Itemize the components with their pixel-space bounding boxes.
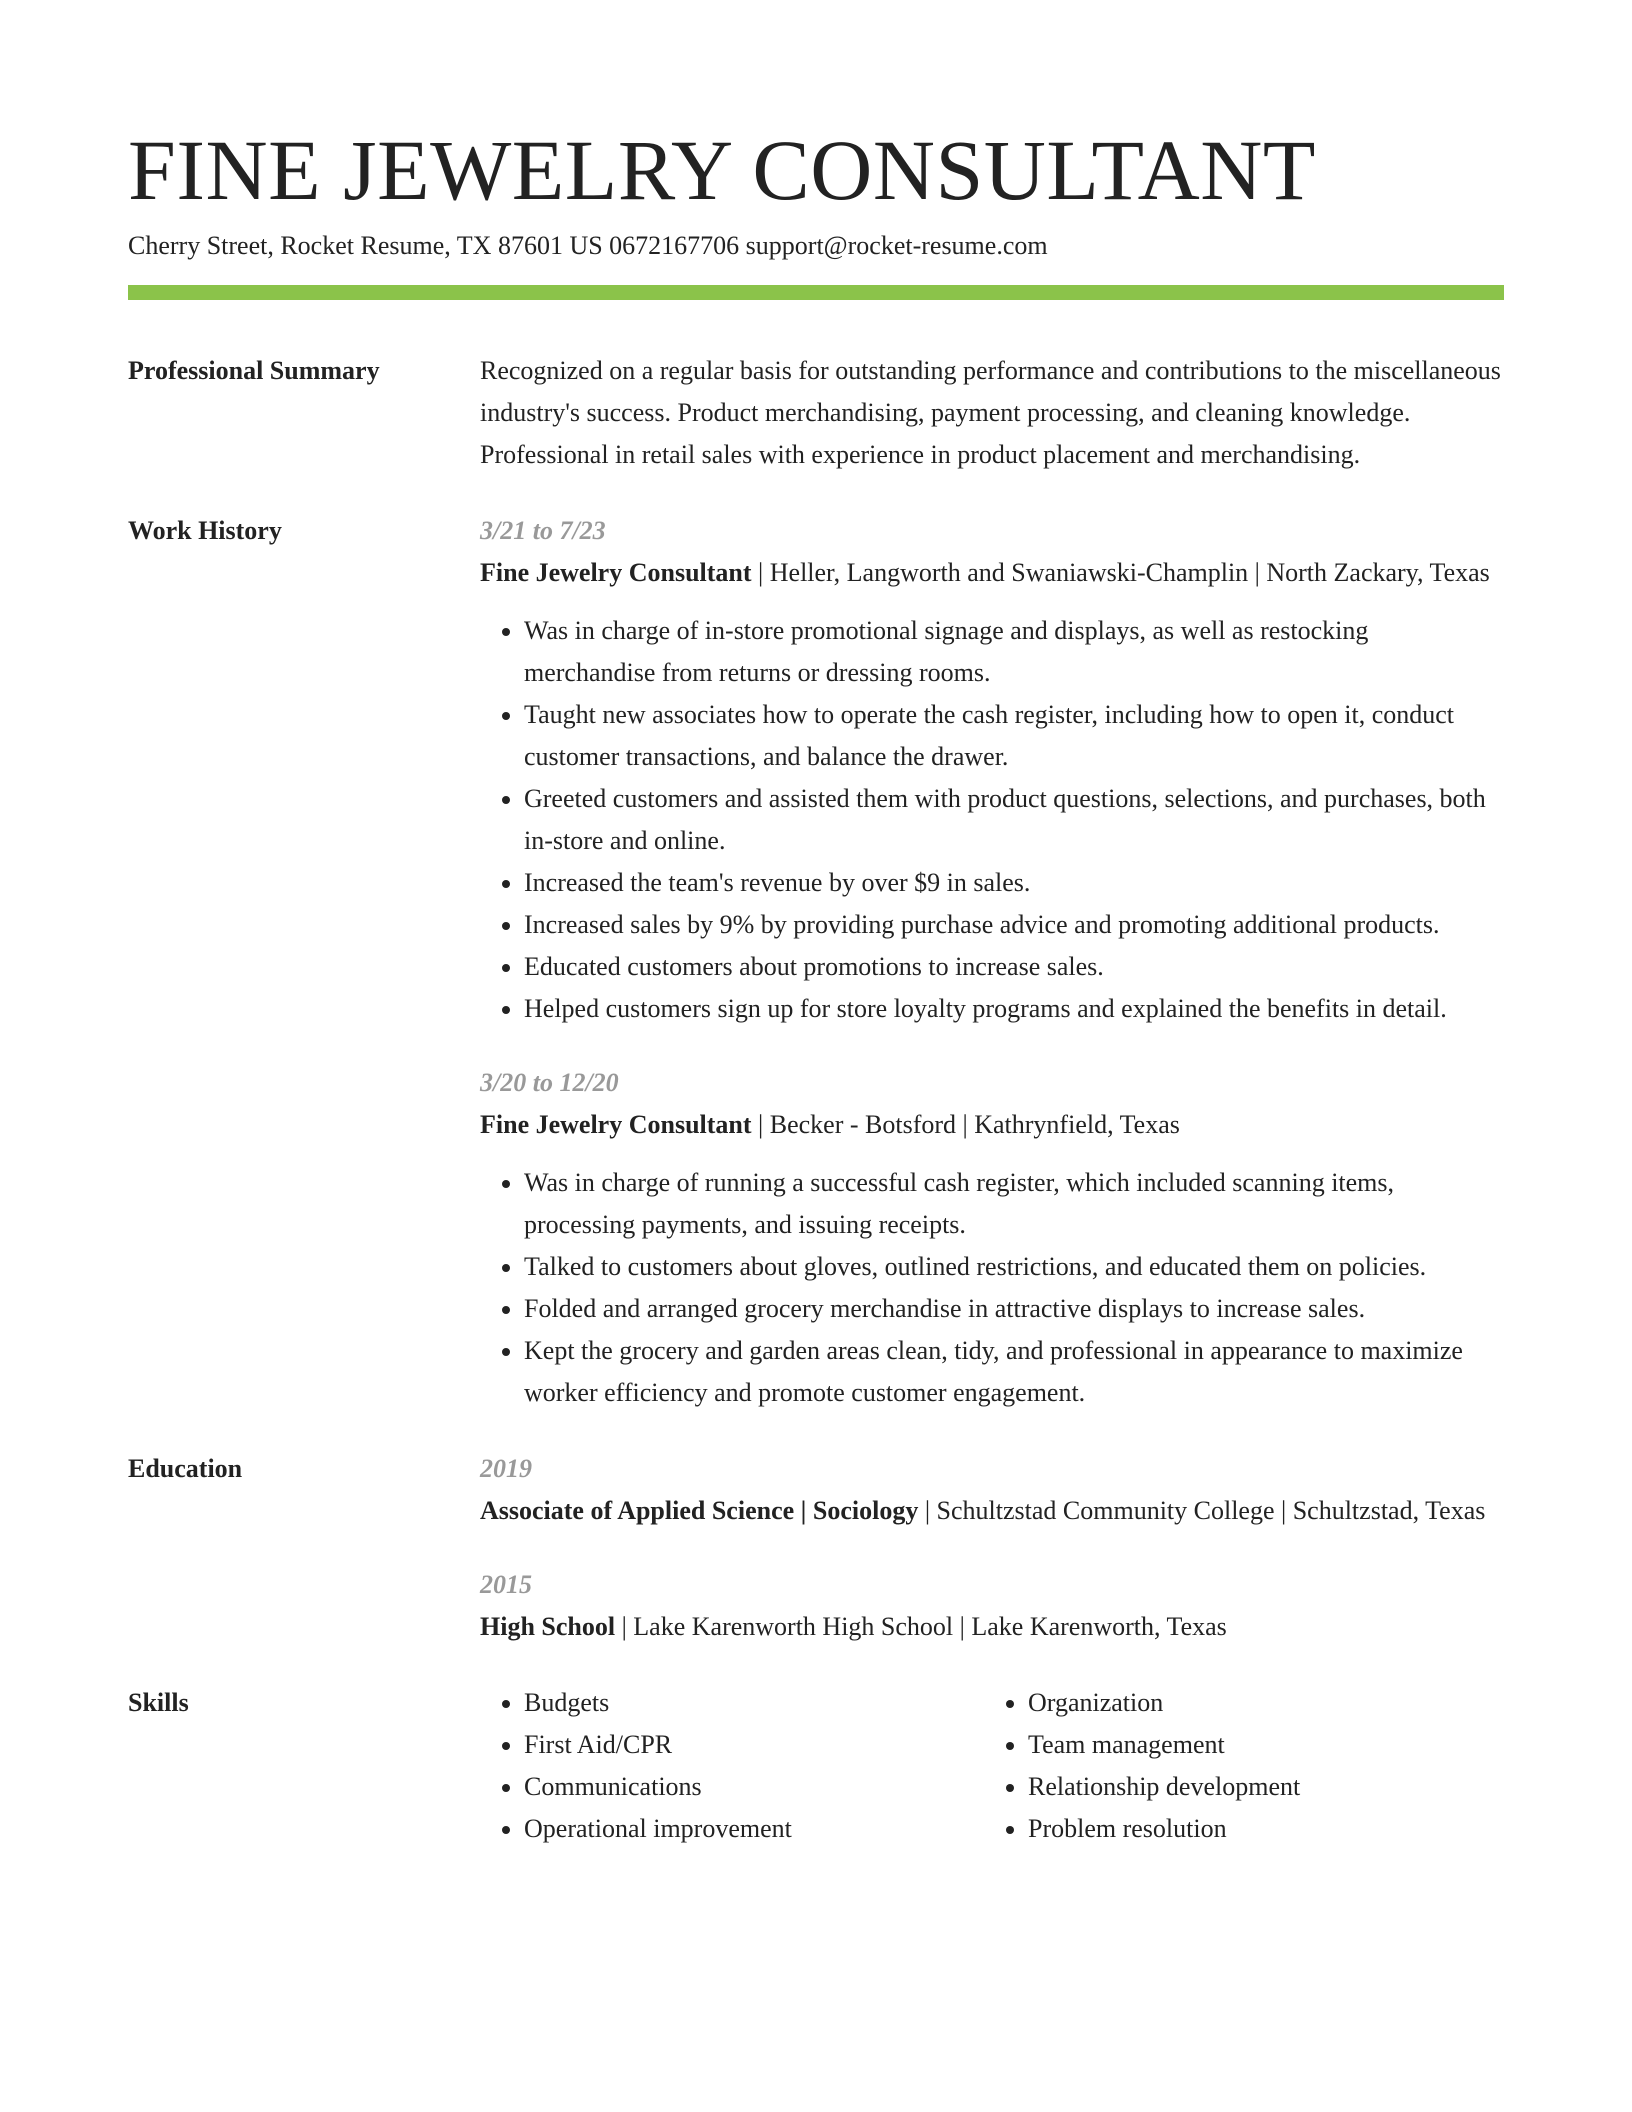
skills-list-left bbox=[480, 1682, 984, 1850]
job-bullets bbox=[480, 1162, 1504, 1414]
skills-heading: Skills bbox=[128, 1688, 189, 1717]
skill-item: • Communications bbox=[524, 1766, 984, 1808]
skill-item: • Operational improvement bbox=[524, 1808, 984, 1850]
list-item: • Helped customers sign up for store loyalty programs and explained the benefits in detail. bbox=[524, 988, 1504, 1030]
education-details: | Schultzstad Community College | Schultzstad, Texas bbox=[918, 1496, 1486, 1525]
degree-title: High School bbox=[480, 1612, 616, 1641]
resume-page bbox=[128, 120, 1504, 1850]
list-item: • Kept the grocery and garden areas clean, tidy, and professional in appearance to maximize worker efficiency and promote customer engagement. bbox=[524, 1330, 1504, 1414]
education-heading-line bbox=[480, 1490, 1504, 1532]
list-item: • Greeted customers and assisted them with product questions, selections, and purchases, both in-store and online. bbox=[524, 778, 1504, 862]
resume-title: FINE JEWELRY CONSULTANT bbox=[128, 122, 1316, 218]
job-heading bbox=[480, 552, 1504, 594]
skill-item: • Budgets bbox=[524, 1682, 984, 1724]
education-year: 2015 bbox=[480, 1570, 532, 1599]
summary-heading: Professional Summary bbox=[128, 356, 380, 385]
list-item: • Talked to customers about gloves, outlined restrictions, and educated them on policies. bbox=[524, 1246, 1504, 1288]
education-section bbox=[128, 1448, 1504, 1648]
summary-section bbox=[128, 350, 1504, 476]
list-item: • Was in charge of in-store promotional signage and displays, as well as restocking merchandise from returns or dressing rooms. bbox=[524, 610, 1504, 694]
job-bullets bbox=[480, 610, 1504, 1030]
education-details: | Lake Karenworth High School | Lake Karenworth, Texas bbox=[615, 1612, 1227, 1641]
summary-text: Recognized on a regular basis for outstanding performance and contributions to the miscellaneous industry's success. Product merchandising, payment processing, and cleaning knowledge. Professional in retail sales with experience in product placement and merchandising. bbox=[480, 356, 1501, 469]
list-item: • Folded and arranged grocery merchandise in attractive displays to increase sales. bbox=[524, 1288, 1504, 1330]
job-title: Fine Jewelry Consultant bbox=[480, 558, 752, 587]
education-entry bbox=[480, 1448, 1504, 1532]
education-heading-line bbox=[480, 1606, 1504, 1648]
skill-item: • Relationship development bbox=[1028, 1766, 1488, 1808]
list-item: • Increased the team's revenue by over $9 in sales. bbox=[524, 862, 1504, 904]
skill-item: • Team management bbox=[1028, 1724, 1488, 1766]
skills-list-right bbox=[984, 1682, 1488, 1850]
education-year: 2019 bbox=[480, 1454, 532, 1483]
job-dates: 3/21 to 7/23 bbox=[480, 516, 606, 545]
job-dates: 3/20 to 12/20 bbox=[480, 1068, 619, 1097]
job-entry bbox=[480, 1062, 1504, 1414]
degree-title: Associate of Applied Science | Sociology bbox=[480, 1496, 919, 1525]
list-item: • Increased sales by 9% by providing purchase advice and promoting additional products. bbox=[524, 904, 1504, 946]
job-entry bbox=[480, 510, 1504, 1030]
job-details: | Becker - Botsford | Kathrynfield, Texas bbox=[751, 1110, 1180, 1139]
header-divider bbox=[128, 285, 1504, 300]
list-item: • Was in charge of running a successful cash register, which included scanning items, processing payments, and issuing receipts. bbox=[524, 1162, 1504, 1246]
job-title: Fine Jewelry Consultant bbox=[480, 1110, 752, 1139]
skill-item: • First Aid/CPR bbox=[524, 1724, 984, 1766]
job-details: | Heller, Langworth and Swaniawski-Champlin | North Zackary, Texas bbox=[751, 558, 1490, 587]
contact-line: Cherry Street, Rocket Resume, TX 87601 US 0672167706 support@rocket-resume.com bbox=[128, 231, 1048, 260]
work-history-section bbox=[128, 510, 1504, 1414]
skills-columns bbox=[480, 1682, 1504, 1850]
skill-item: • Organization bbox=[1028, 1682, 1488, 1724]
work-history-heading: Work History bbox=[128, 516, 282, 545]
education-entry bbox=[480, 1564, 1504, 1648]
job-heading bbox=[480, 1104, 1504, 1146]
skill-item: • Problem resolution bbox=[1028, 1808, 1488, 1850]
education-heading: Education bbox=[128, 1454, 243, 1483]
list-item: • Educated customers about promotions to increase sales. bbox=[524, 946, 1504, 988]
skills-section bbox=[128, 1682, 1504, 1850]
list-item: • Taught new associates how to operate the cash register, including how to open it, conduct customer transactions, and balance the drawer. bbox=[524, 694, 1504, 778]
